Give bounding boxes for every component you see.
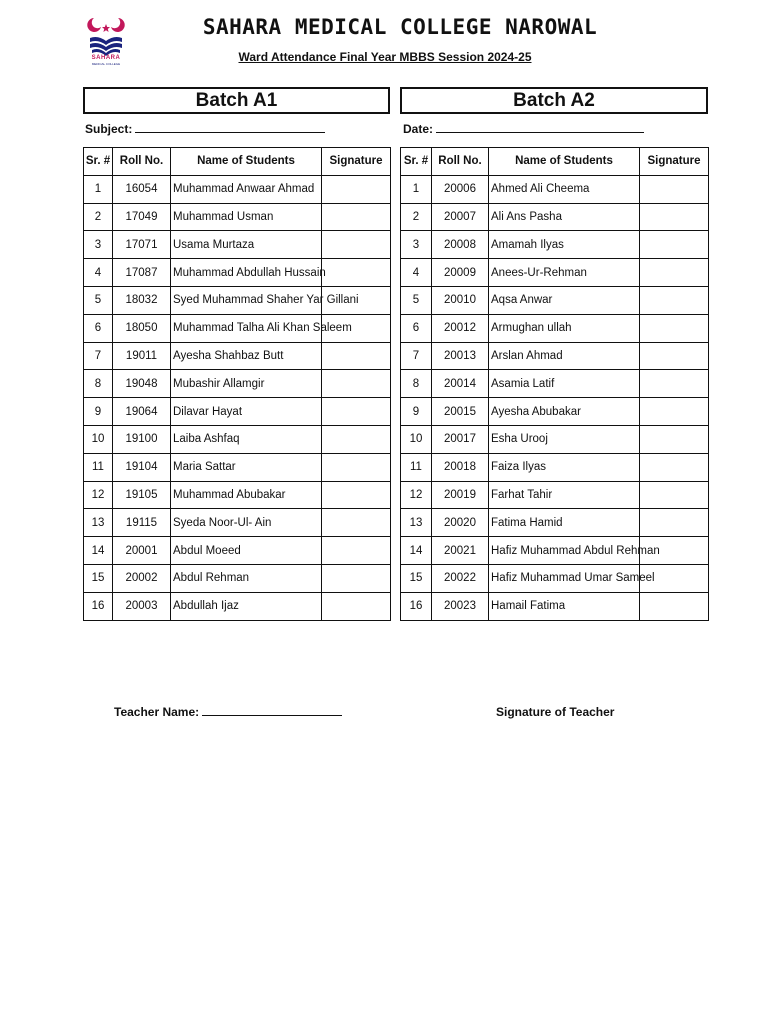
student-name-cell: Ayesha Shahbaz Butt (171, 342, 322, 370)
roll-no-cell: 20022 (432, 564, 489, 592)
sr-cell: 13 (401, 509, 432, 537)
signature-cell[interactable] (322, 425, 391, 453)
signature-cell[interactable] (322, 509, 391, 537)
sr-cell: 15 (84, 564, 113, 592)
sr-cell: 9 (84, 398, 113, 426)
roll-no-cell: 20017 (432, 425, 489, 453)
roll-no-cell: 20015 (432, 398, 489, 426)
student-name-cell: Syeda Noor-Ul- Ain (171, 509, 322, 537)
table-row (401, 314, 709, 342)
table-row (401, 203, 709, 231)
sr-cell: 5 (401, 286, 432, 314)
table-row (401, 398, 709, 426)
date-field (403, 122, 644, 136)
table-row (84, 398, 391, 426)
signature-cell[interactable] (322, 537, 391, 565)
student-name-cell: Muhammad Usman (171, 203, 322, 231)
sr-cell: 8 (84, 370, 113, 398)
student-name-cell: Ayesha Abubakar (489, 398, 640, 426)
table-header-row (84, 148, 391, 176)
roll-no-cell: 20013 (432, 342, 489, 370)
signature-cell[interactable] (322, 259, 391, 287)
sr-cell: 9 (401, 398, 432, 426)
table-row (84, 175, 391, 203)
batch-a1-title: Batch A1 (83, 87, 390, 114)
signature-cell[interactable] (322, 481, 391, 509)
signature-cell[interactable] (322, 592, 391, 620)
col-header-sr: Sr. # (401, 148, 432, 176)
roll-no-cell: 18050 (113, 314, 171, 342)
table-row (84, 481, 391, 509)
roll-no-cell: 17049 (113, 203, 171, 231)
table-row (401, 286, 709, 314)
signature-cell[interactable] (640, 231, 709, 259)
logo-subtext: MEDICAL COLLEGE (91, 62, 121, 66)
table-row (84, 564, 391, 592)
sr-cell: 16 (401, 592, 432, 620)
sr-cell: 1 (84, 175, 113, 203)
teacher-signature-label: Signature of Teacher (496, 705, 615, 719)
roll-no-cell: 20021 (432, 537, 489, 565)
sheet-subtitle: Ward Attendance Final Year MBBS Session 2024-25 (238, 50, 532, 64)
table-row (84, 592, 391, 620)
col-header-name: Name of Students (171, 148, 322, 176)
sr-cell: 3 (401, 231, 432, 259)
sr-cell: 6 (401, 314, 432, 342)
roll-no-cell: 20018 (432, 453, 489, 481)
roll-no-cell: 20023 (432, 592, 489, 620)
roll-no-cell: 19100 (113, 425, 171, 453)
table-row (84, 314, 391, 342)
student-name-cell: Dilavar Hayat (171, 398, 322, 426)
table-row (84, 370, 391, 398)
col-header-roll: Roll No. (113, 148, 171, 176)
sr-cell: 1 (401, 175, 432, 203)
signature-cell[interactable] (640, 509, 709, 537)
college-title: SAHARA MEDICAL COLLEGE NAROWAL (202, 15, 598, 39)
date-blank[interactable] (436, 122, 644, 133)
student-name-cell: Hafiz Muhammad Abdul Rehman (489, 537, 640, 565)
col-header-signature: Signature (322, 148, 391, 176)
table-row (84, 259, 391, 287)
roll-no-cell: 20020 (432, 509, 489, 537)
signature-cell[interactable] (640, 203, 709, 231)
student-name-cell: Faiza Ilyas (489, 453, 640, 481)
student-name-cell: Muhammad Abubakar (171, 481, 322, 509)
student-name-cell: Ahmed Ali Cheema (489, 175, 640, 203)
student-name-cell: Abdul Rehman (171, 564, 322, 592)
table-row (401, 342, 709, 370)
signature-cell[interactable] (640, 592, 709, 620)
signature-cell[interactable] (322, 370, 391, 398)
table-row (401, 259, 709, 287)
table-row (84, 342, 391, 370)
sr-cell: 13 (84, 509, 113, 537)
student-name-cell: Laiba Ashfaq (171, 425, 322, 453)
roll-no-cell: 20006 (432, 175, 489, 203)
student-name-cell: Abdullah Ijaz (171, 592, 322, 620)
table-row (84, 203, 391, 231)
sr-cell: 7 (401, 342, 432, 370)
table-row (84, 231, 391, 259)
student-name-cell: Farhat Tahir (489, 481, 640, 509)
roll-no-cell: 20019 (432, 481, 489, 509)
student-name-cell: Mubashir Allamgir (171, 370, 322, 398)
sr-cell: 12 (84, 481, 113, 509)
table-header-row (401, 148, 709, 176)
sr-cell: 12 (401, 481, 432, 509)
col-header-roll: Roll No. (432, 148, 489, 176)
sr-cell: 5 (84, 286, 113, 314)
table-row (84, 286, 391, 314)
teacher-name-blank[interactable] (202, 705, 342, 716)
signature-cell[interactable] (322, 453, 391, 481)
roll-no-cell: 17087 (113, 259, 171, 287)
student-name-cell: Aqsa Anwar (489, 286, 640, 314)
table-row (84, 453, 391, 481)
student-name-cell: Syed Muhammad Shaher Yar Gillani (171, 286, 322, 314)
student-name-cell: Amamah Ilyas (489, 231, 640, 259)
roll-no-cell: 18032 (113, 286, 171, 314)
table-row (401, 453, 709, 481)
teacher-name-field (114, 705, 342, 719)
sr-cell: 15 (401, 564, 432, 592)
signature-cell[interactable] (640, 398, 709, 426)
student-name-cell: Armughan ullah (489, 314, 640, 342)
logo-text: SAHARA (91, 55, 121, 61)
signature-cell[interactable] (322, 231, 391, 259)
student-name-cell: Abdul Moeed (171, 537, 322, 565)
student-name-cell: Arslan Ahmad (489, 342, 640, 370)
student-name-cell: Usama Murtaza (171, 231, 322, 259)
signature-cell[interactable] (640, 286, 709, 314)
roll-no-cell: 19115 (113, 509, 171, 537)
student-name-cell: Maria Sattar (171, 453, 322, 481)
roll-no-cell: 16054 (113, 175, 171, 203)
date-label: Date: (403, 122, 434, 136)
batch-a2-table (400, 147, 709, 621)
student-name-cell: Muhammad Abdullah Hussain (171, 259, 322, 287)
signature-cell[interactable] (640, 370, 709, 398)
sr-cell: 10 (84, 425, 113, 453)
sr-cell: 3 (84, 231, 113, 259)
signature-cell[interactable] (640, 481, 709, 509)
batch-a1-table (83, 147, 391, 621)
roll-no-cell: 20003 (113, 592, 171, 620)
roll-no-cell: 17071 (113, 231, 171, 259)
roll-no-cell: 19104 (113, 453, 171, 481)
table-row (401, 481, 709, 509)
roll-no-cell: 20001 (113, 537, 171, 565)
signature-cell[interactable] (322, 398, 391, 426)
signature-cell[interactable] (640, 425, 709, 453)
sr-cell: 6 (84, 314, 113, 342)
subject-blank[interactable] (135, 122, 325, 133)
batch-a2-title: Batch A2 (400, 87, 708, 114)
sr-cell: 14 (84, 537, 113, 565)
signature-cell[interactable] (640, 175, 709, 203)
sr-cell: 2 (84, 203, 113, 231)
subject-label: Subject: (85, 122, 133, 136)
student-name-cell: Hafiz Muhammad Umar Sameel (489, 564, 640, 592)
roll-no-cell: 19064 (113, 398, 171, 426)
sr-cell: 8 (401, 370, 432, 398)
signature-cell[interactable] (322, 342, 391, 370)
col-header-sr: Sr. # (84, 148, 113, 176)
table-row (401, 509, 709, 537)
student-name-cell: Asamia Latif (489, 370, 640, 398)
roll-no-cell: 20010 (432, 286, 489, 314)
sr-cell: 2 (401, 203, 432, 231)
student-name-cell: Muhammad Talha Ali Khan Saleem (171, 314, 322, 342)
signature-cell[interactable] (640, 314, 709, 342)
roll-no-cell: 20008 (432, 231, 489, 259)
table-row (401, 425, 709, 453)
table-row (84, 425, 391, 453)
sr-cell: 4 (401, 259, 432, 287)
sr-cell: 11 (401, 453, 432, 481)
table-row (401, 370, 709, 398)
roll-no-cell: 20014 (432, 370, 489, 398)
table-row (401, 231, 709, 259)
sr-cell: 11 (84, 453, 113, 481)
signature-cell[interactable] (322, 203, 391, 231)
student-name-cell: Muhammad Anwaar Ahmad (171, 175, 322, 203)
table-row (84, 537, 391, 565)
subject-field (85, 122, 325, 136)
roll-no-cell: 20007 (432, 203, 489, 231)
student-name-cell: Anees-Ur-Rehman (489, 259, 640, 287)
sr-cell: 14 (401, 537, 432, 565)
signature-cell[interactable] (640, 259, 709, 287)
sr-cell: 4 (84, 259, 113, 287)
roll-no-cell: 20002 (113, 564, 171, 592)
teacher-name-label: Teacher Name: (114, 705, 200, 719)
signature-cell[interactable] (322, 564, 391, 592)
roll-no-cell: 19011 (113, 342, 171, 370)
signature-cell[interactable] (640, 342, 709, 370)
sr-cell: 10 (401, 425, 432, 453)
table-row (401, 537, 709, 565)
col-header-name: Name of Students (489, 148, 640, 176)
table-row (401, 175, 709, 203)
student-name-cell: Esha Urooj (489, 425, 640, 453)
roll-no-cell: 19105 (113, 481, 171, 509)
student-name-cell: Fatima Hamid (489, 509, 640, 537)
signature-cell[interactable] (322, 175, 391, 203)
sr-cell: 7 (84, 342, 113, 370)
roll-no-cell: 20012 (432, 314, 489, 342)
roll-no-cell: 19048 (113, 370, 171, 398)
table-row (84, 509, 391, 537)
student-name-cell: Hamail Fatima (489, 592, 640, 620)
table-row (401, 564, 709, 592)
table-row (401, 592, 709, 620)
sr-cell: 16 (84, 592, 113, 620)
student-name-cell: Ali Ans Pasha (489, 203, 640, 231)
signature-cell[interactable] (640, 453, 709, 481)
roll-no-cell: 20009 (432, 259, 489, 287)
col-header-signature: Signature (640, 148, 709, 176)
